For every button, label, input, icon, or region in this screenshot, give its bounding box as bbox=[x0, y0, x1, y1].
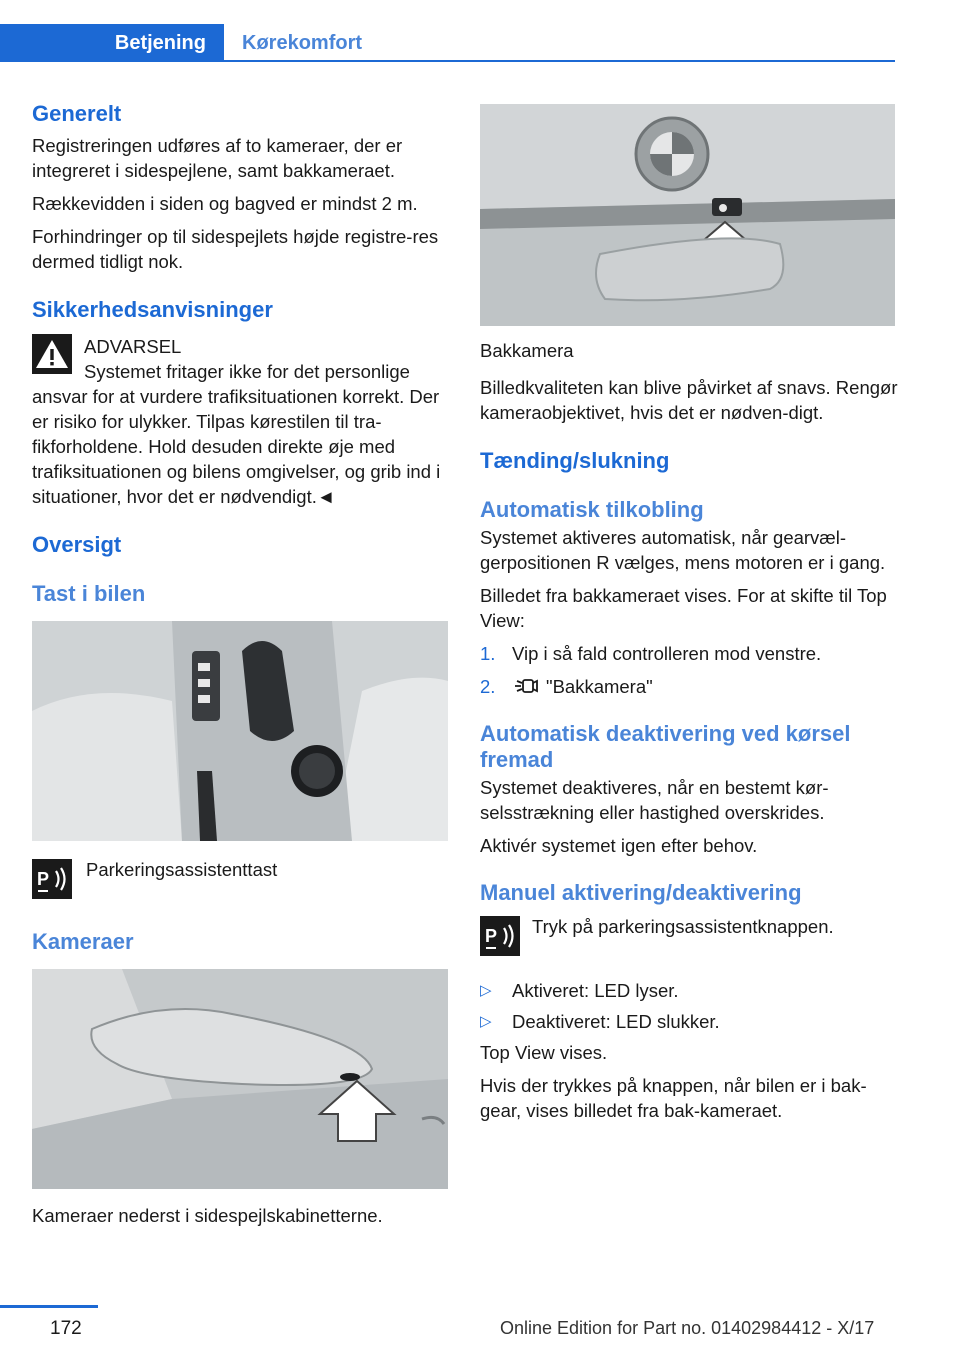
auto-on-paragraph-2: Billedet fra bakkameraet vises. For at skifte til Top View: bbox=[480, 585, 887, 631]
triangle-bullet-icon: ▷ bbox=[480, 1013, 492, 1030]
tab-betjening[interactable]: Betjening bbox=[0, 24, 224, 62]
side-mirror-illustration bbox=[32, 969, 448, 1189]
warning-triangle-icon bbox=[32, 334, 72, 374]
list-item bbox=[480, 1009, 898, 1034]
general-paragraph-1: Registreringen udføres af to kameraer, der er integreret i sidespejlene, samt bakkameraet. bbox=[32, 135, 403, 181]
footer-divider bbox=[0, 1305, 98, 1308]
center-console-illustration bbox=[32, 621, 448, 841]
cameras-caption: Kameraer nederst i sidespejlskabinetterne. bbox=[32, 1205, 383, 1226]
triangle-bullet-icon: ▷ bbox=[480, 982, 492, 999]
left-column bbox=[32, 100, 450, 1228]
button-caption: Parkeringsassistenttast bbox=[86, 859, 278, 880]
mirror-photo bbox=[32, 969, 448, 1189]
step-number: 2. bbox=[480, 676, 496, 697]
list-item bbox=[480, 641, 898, 666]
heading-auto-off: Automatisk deaktivering ved kørsel fremad bbox=[480, 721, 851, 772]
heading-auto-on: Automatisk tilkobling bbox=[480, 497, 704, 522]
rear-camera-caption: Bakkamera bbox=[480, 340, 574, 361]
tab-korekomfort[interactable]: Kørekomfort bbox=[242, 31, 363, 54]
heading-safety: Sikkerhedsanvisninger bbox=[32, 297, 273, 322]
step-text: Vip i så fald controlleren mod venstre. bbox=[512, 643, 822, 664]
list-item bbox=[480, 978, 898, 1003]
auto-on-paragraph-1: Systemet aktiveres automatisk, når gearvæl‐gerpositionen R vælges, mens motoren er i gang. bbox=[480, 527, 886, 573]
manual-row bbox=[480, 916, 898, 956]
page-number: 172 bbox=[50, 1318, 82, 1339]
heading-overview: Oversigt bbox=[32, 532, 122, 557]
manual-text: Tryk på parkeringsassistentknappen. bbox=[532, 916, 834, 937]
heading-cameras: Kameraer bbox=[32, 929, 134, 954]
warning-text: Systemet fritager ikke for det personlige ansvar for at vurdere trafiksituationen korrekt. Der er risiko for ulykker. Tilpas kørestilen til tra‐fikforholdene. Hold desuden direkte øje med trafiksituationen og bilens omgivelser, og grib ind i situationer, hvor det er nødvendigt.◄ bbox=[32, 361, 441, 507]
general-paragraph-2: Rækkevidden i siden og bagved er mindst 2 m. bbox=[32, 193, 418, 214]
bullet-text: Deaktiveret: LED slukker. bbox=[512, 1011, 720, 1032]
heading-button: Tast i bilen bbox=[32, 581, 146, 606]
svg-text:P: P bbox=[485, 926, 498, 946]
general-paragraph-3: Forhindringer op til sidespejlets højde registre‐res dermed tidligt nok. bbox=[32, 226, 439, 272]
step-text: "Bakkamera" bbox=[546, 676, 653, 697]
bullet-text: Aktiveret: LED lyser. bbox=[512, 980, 679, 1001]
header-tabs bbox=[0, 24, 895, 62]
last-text: Hvis der trykkes på knappen, når bilen er i bak‐gear, vises billedet fra bak-kameraet. bbox=[480, 1075, 867, 1121]
right-column bbox=[480, 104, 898, 1123]
interior-photo bbox=[32, 621, 448, 841]
step-number: 1. bbox=[480, 643, 496, 664]
list-item bbox=[480, 674, 898, 699]
parking-assistant-icon bbox=[32, 859, 72, 899]
button-caption-row bbox=[32, 859, 450, 899]
auto-off-paragraph-2: Aktivér systemet igen efter behov. bbox=[480, 835, 758, 856]
steps-list bbox=[480, 641, 898, 699]
topview-text: Top View vises. bbox=[480, 1042, 608, 1063]
auto-off-paragraph-1: Systemet deaktiveres, når en bestemt kør‐selsstrækning eller hastighed overskrides. bbox=[480, 777, 829, 823]
svg-text:P: P bbox=[37, 869, 50, 889]
warning-block bbox=[32, 334, 450, 509]
rear-camera-text: Billedkvaliteten kan blive påvirket af snavs. Rengør kameraobjektivet, hvis det er nødven‐digt. bbox=[480, 377, 898, 423]
heading-manual: Manuel aktivering/deaktivering bbox=[480, 880, 802, 905]
heading-onoff: Tænding/slukning bbox=[480, 448, 670, 473]
rear-camera-photo bbox=[480, 104, 895, 326]
parking-assistant-icon bbox=[480, 916, 520, 956]
edition-text: Online Edition for Part no. 01402984412 - X/17 bbox=[500, 1318, 875, 1338]
bullet-list bbox=[480, 978, 898, 1034]
heading-general: Generelt bbox=[32, 101, 122, 126]
rear-camera-illustration bbox=[480, 104, 895, 326]
warning-label: ADVARSEL bbox=[84, 336, 182, 357]
camera-menu-icon bbox=[512, 675, 538, 697]
